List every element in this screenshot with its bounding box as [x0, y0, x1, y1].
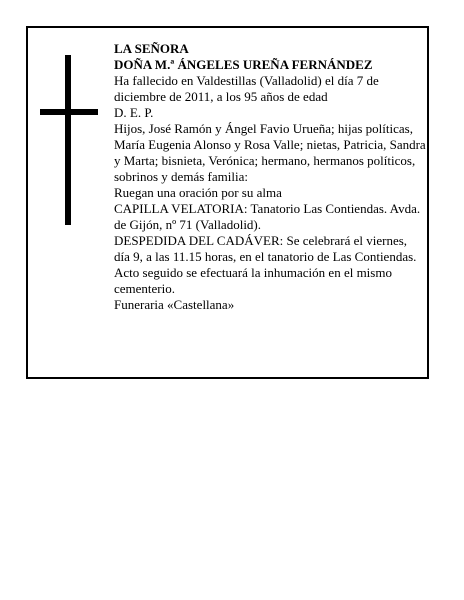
obituary-text — [114, 41, 426, 313]
cross-icon — [40, 55, 98, 225]
obituary-notice — [26, 26, 429, 379]
cross-horizontal-bar — [40, 109, 98, 115]
farewell-info: DESPEDIDA DEL CADÁVER: Se celebrará el viernes, día 9, a las 11.15 horas, en el tanatorio de Las Contiendas. Acto seguido se efectuará la inhumación en el mismo cementerio. — [114, 233, 417, 296]
prayer-request: Ruegan una oración por su alma — [114, 185, 282, 200]
rip-text: D. E. P. — [114, 105, 154, 120]
deceased-name: DOÑA M.ª ÁNGELES UREÑA FERNÁNDEZ — [114, 57, 373, 72]
chapel-info: CAPILLA VELATORIA: Tanatorio Las Contiendas. Avda. de Gijón, nº 71 (Valladolid). — [114, 201, 421, 232]
family-list: Hijos, José Ramón y Ángel Favio Urueña; hijas políticas, María Eugenia Alonso y Rosa Valle; nietas, Patricia, Sandra y Marta; bisnieta, Verónica; hermano, hermanos políticos, sobrinos y demás familia: — [114, 121, 426, 184]
cross-vertical-bar — [65, 55, 71, 225]
funeral-home: Funeraria «Castellana» — [114, 297, 235, 312]
death-statement: Ha fallecido en Valdestillas (Valladolid) el día 7 de diciembre de 2011, a los 95 años de edad — [114, 73, 379, 104]
notice-title: LA SEÑORA — [114, 41, 189, 56]
